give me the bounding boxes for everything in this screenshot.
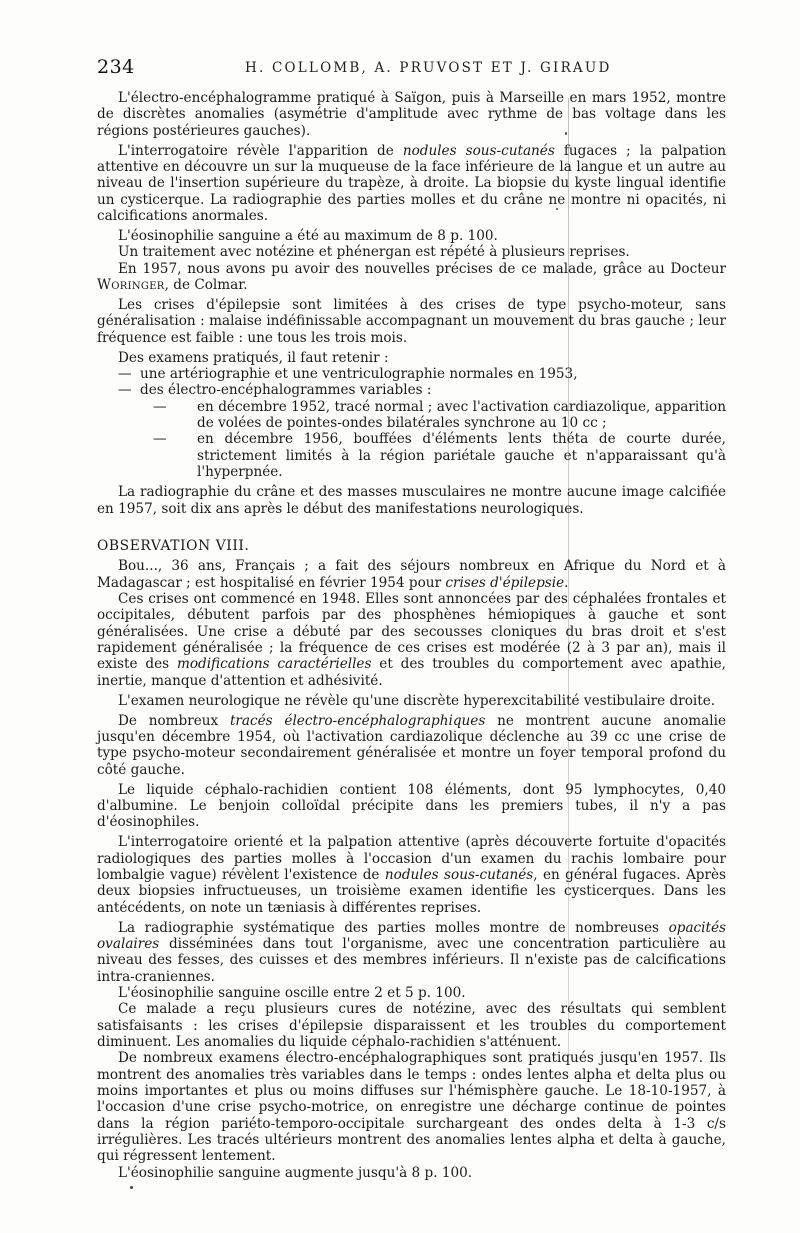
paragraph: Ces crises ont commencé en 1948. Elles sont annoncées par des céphalées frontales et occipitales, débutent parfois par des phosphènes hémiopiques à gauche et sont généralisées. Une crise a débuté par des secousses cloniques du bras droit et s'est rapidement généralisée ; la fréquence de ces crises est modérée (2 à 3 par an), mais il existe des modifications caractérielles et des troubles du comportement avec apathie, inertie, manque d'attention et adhésivité. xyxy=(97,591,726,689)
paragraph: La radiographie systématique des parties molles montre de nombreuses opacités ovalaires disséminées dans tout l'organisme, avec une concentration particulière au niveau des fesses, des cuisses et des membres inférieurs. Il n'existe pas de calcifications intra-craniennes. xyxy=(97,919,726,985)
paragraph: L'éosinophilie sanguine a été au maximum de 8 p. 100. xyxy=(118,227,498,244)
scan-speck xyxy=(130,1186,133,1189)
emphasis: tracés électro-encéphalographiques xyxy=(229,712,486,729)
paragraph: L'examen neurologique ne révèle qu'une discrète hyperexcitabilité vestibulaire droite. xyxy=(118,692,716,709)
emphasis: opacités ovalaires xyxy=(97,919,726,952)
paragraph: L'interrogatoire orienté et la palpation attentive (après découverte fortuite d'opacités radiologiques des parties molles à l'occasion d'un examen du rachis lombaire pour lombalgie vague) révèlent l'existence de nodules sous-cutanés, en général fugaces. Après deux biopsies infructueuses, un troisième examen identifie les cysticerques. Dans les antécédents, on note un tæniasis à différentes reprises. xyxy=(97,834,726,916)
paragraph: Le liquide céphalo-rachidien contient 108 éléments, dont 95 lymphocytes, 0,40 d'albumine. Le benjoin colloïdal précipite dans les premiers tubes, il n'y a pas d'éosinophiles. xyxy=(97,781,726,831)
sub-list-item: — en décembre 1956, bouffées d'éléments lents théta de courte durée, strictement limités à la région pariétale gauche et n'apparaissant qu'à l'hyperpnée. xyxy=(153,431,726,480)
section-title: OBSERVATION VIII. xyxy=(97,537,250,554)
paragraph: L'éosinophilie sanguine augmente jusqu'à 8 p. 100. xyxy=(118,1164,473,1181)
paragraph: Un traitement avec notézine et phénergan est répété à plusieurs reprises. xyxy=(118,244,630,261)
paragraph: L'interrogatoire révèle l'apparition de nodules sous-cutanés fugaces ; la palpation attentive en découvre un sur la muqueuse de la face inférieure de la langue et un autre au niveau de l'insertion supérieure du trapèze, à droite. La biopsie du kyste lingual identifie un cysticerque. La radiographie des parties molles et du crâne ne montre ni opacités, ni calcifications anormales. xyxy=(97,142,726,224)
paragraph: Les crises d'épilepsie sont limitées à des crises de type psycho-moteur, sans généralisation : malaise indéfinissable accompagnant un mouvement du bras gauche ; leur fréquence est faible : une tous les trois mois. xyxy=(97,296,726,346)
page-header xyxy=(97,56,709,80)
paragraph: La radiographie du crâne et des masses musculaires ne montre aucune image calcifiée en 1957, soit dix ans après le début des manifestations neurologiques. xyxy=(97,484,726,517)
paragraph: De nombreux tracés électro-encéphalographiques ne montrent aucune anomalie jusqu'en décembre 1954, où l'activation cardiazolique déclenche au 39 cc une crise de type psycho-moteur secondairement généralisée et montre un foyer temporal profond du côté gauche. xyxy=(97,712,727,778)
paragraph: Ce malade a reçu plusieurs cures de notézine, avec des résultats qui semblent satisfaisants : les crises d'épilepsie disparaissent et les troubles du comportement diminuent. Les anomalies du liquide céphalo-rachidien s'atténuent. xyxy=(97,1001,726,1050)
emphasis: nodules sous-cutanés xyxy=(384,866,534,883)
emphasis: modifications caractérielles xyxy=(176,656,372,673)
paragraph: De nombreux examens électro-encéphalographiques sont pratiqués jusqu'en 1957. Ils montrent des anomalies très variables dans le temps : ondes lentes alpha et delta plus ou moins importantes et plus ou moins diffuses sur l'hémisphère gauche. Le 18-10-1957, à l'occasion d'une crise psycho-motrice, on enregistre une décharge continue de pointes dans la région pariéto-temporo-occipitale surchargeant des ondes delta à 1-3 c/s irrégulières. Les tracés ultérieurs montrent des anomalies lentes alpha et delta à gauche, qui régressent lentement. xyxy=(97,1050,726,1165)
author-name: Woringer xyxy=(97,276,165,293)
emphasis: crises d'épilepsie. xyxy=(445,574,569,591)
paragraph: En 1957, nous avons pu avoir des nouvelles précises de ce malade, grâce au Docteur Woringer, de Colmar. xyxy=(97,260,726,293)
paragraph: Des examens pratiqués, il faut retenir : xyxy=(118,349,389,366)
list-item: — des électro-encéphalogrammes variables : xyxy=(118,382,432,399)
emphasis: nodules sous-cutanés xyxy=(402,142,555,159)
paragraph: Bou..., 36 ans, Français ; a fait des séjours nombreux en Afrique du Nord et à Madagascar ; est hospitalisé en février 1954 pour crises d'épilepsie. xyxy=(97,558,726,591)
running-title: H. COLLOMB, A. PRUVOST ET J. GIRAUD xyxy=(245,60,612,76)
list-item: — une artériographie et une ventriculographie normales en 1953, xyxy=(118,365,578,382)
paragraph: L'électro-encéphalogramme pratiqué à Saïgon, puis à Marseille en mars 1952, montre de discrètes anomalies (asymétrie d'amplitude avec rythme de bas voltage dans les régions postérieures gauches). xyxy=(97,90,726,139)
paragraph: L'éosinophilie sanguine oscille entre 2 et 5 p. 100. xyxy=(118,984,466,1001)
article-body xyxy=(97,90,726,1181)
page-number: 234 xyxy=(97,56,135,78)
sub-list-item: — en décembre 1952, tracé normal ; avec l'activation cardiazolique, apparition de volées de pointes-ondes bilatérales synchrone au 10 cc ; xyxy=(153,398,726,431)
